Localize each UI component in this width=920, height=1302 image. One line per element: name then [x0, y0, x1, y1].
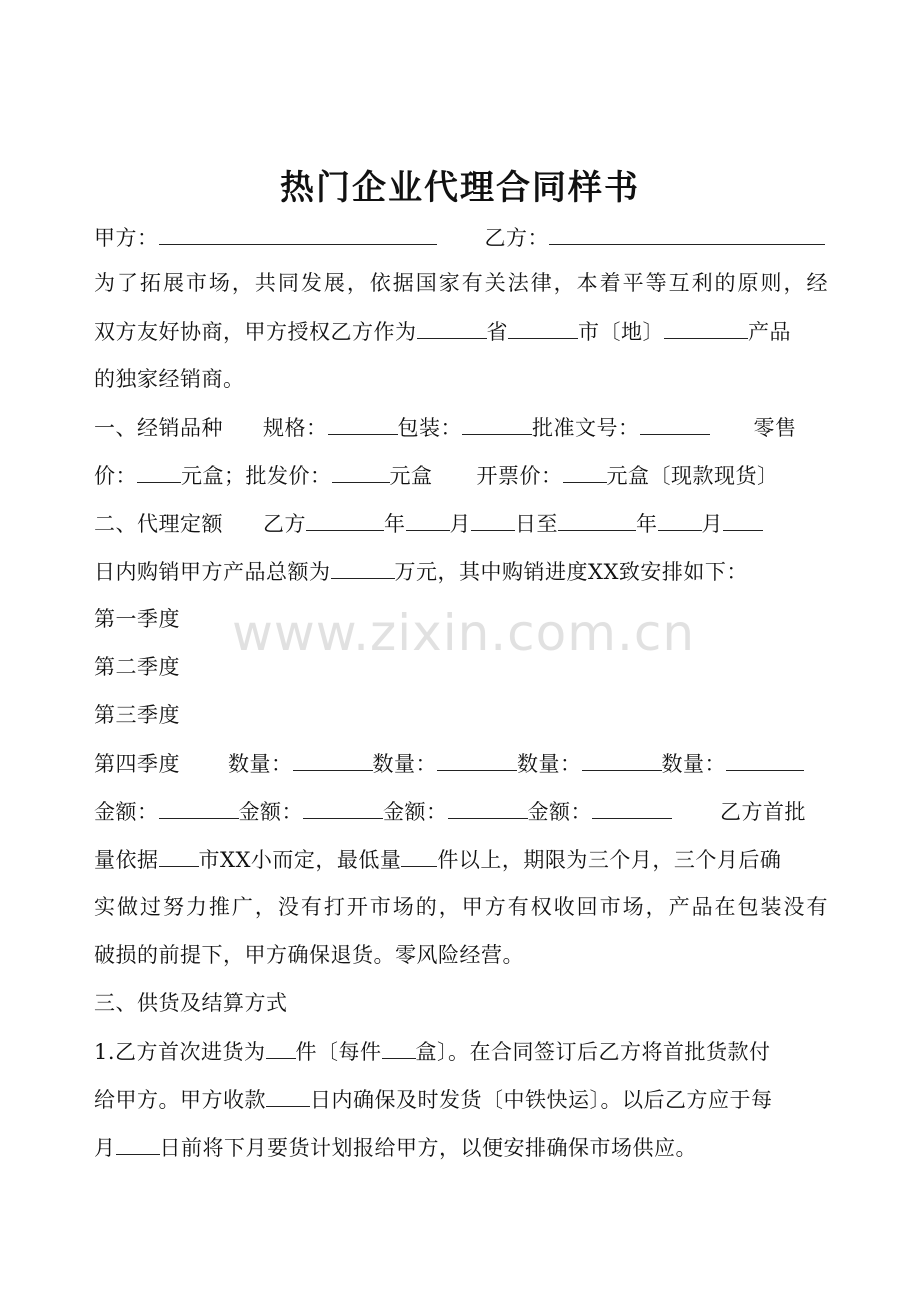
amount-blank — [303, 796, 383, 819]
section-heading-line: 一、经销品种 规格： 包装： 批准文号： 零售 — [94, 412, 828, 443]
party-b-label: 乙方： — [484, 226, 549, 250]
wholesale-price-blank — [332, 460, 390, 483]
party-line — [94, 222, 828, 253]
quarter-4-label: 第四季度 — [94, 752, 180, 776]
paragraph-line: 给甲方。甲方收款 日内确保及时发货〔中铁快运〕。以后乙方应于每 — [94, 1084, 828, 1115]
end-day-blank — [723, 508, 763, 531]
min-qty-blank — [401, 844, 437, 867]
start-year-blank — [306, 508, 384, 531]
party-a-label: 甲方： — [94, 226, 159, 250]
section-2-heading: 二、代理定额 — [94, 512, 223, 536]
amount-blank — [159, 796, 239, 819]
invoice-price-blank — [563, 460, 607, 483]
total-amount-blank — [331, 556, 395, 579]
paragraph-line: 的独家经销商。 — [94, 367, 245, 391]
spec-blank — [328, 412, 398, 435]
first-order-blank — [266, 1036, 296, 1059]
quantity-blank — [582, 748, 662, 771]
quarter-2-label: 第二季度 — [94, 655, 180, 679]
approval-no-blank — [640, 412, 710, 435]
quarter-3-label: 第三季度 — [94, 703, 180, 727]
quantity-blank — [437, 748, 517, 771]
quarter-1-label: 第一季度 — [94, 607, 180, 631]
price-line: 价： 元盒；批发价： 元盒 开票价： 元盒〔现款现货〕 — [94, 460, 828, 491]
party-b-blank — [549, 222, 825, 245]
plan-day-blank — [116, 1132, 160, 1155]
paragraph-line: 双方友好协商，甲方授权乙方作为 省 市〔地〕 产品 — [94, 316, 828, 347]
paragraph-line: 为了拓展市场，共同发展，依据国家有关法律，本着平等互利的原则，经 — [94, 271, 828, 295]
end-month-blank — [658, 508, 702, 531]
paragraph-line: 月 日前将下月要货计划报给甲方，以便安排确保市场供应。 — [94, 1132, 828, 1163]
market-blank — [159, 844, 199, 867]
retail-price-blank — [137, 460, 181, 483]
paragraph-line: 日内购销甲方产品总额为 万元，其中购销进度XX致安排如下： — [94, 556, 828, 587]
paragraph-line: 量依据 市XX小而定，最低量 件以上，期限为三个月，三个月后确 — [94, 844, 828, 875]
city-blank — [508, 316, 578, 339]
packaging-blank — [462, 412, 532, 435]
amount-blank — [592, 796, 672, 819]
amount-blank — [448, 796, 528, 819]
per-case-blank — [382, 1036, 416, 1059]
paragraph-line: 1.乙方首次进货为 件〔每件 盒〕。在合同签订后乙方将首批货款付 — [94, 1036, 828, 1067]
quantity-blank — [293, 748, 373, 771]
section-heading-line: 二、代理定额 乙方 年 月 日至 年 月 — [94, 508, 828, 539]
paragraph-line: 实做过努力推广，没有打开市场的，甲方有权收回市场，产品在包装没有 — [94, 895, 828, 919]
watermark: www.zixin.com.cn — [232, 604, 696, 662]
quantity-blank — [726, 748, 804, 771]
province-blank — [417, 316, 487, 339]
paragraph-line: 破损的前提下，甲方确保退货。零风险经营。 — [94, 943, 524, 967]
start-month-blank — [406, 508, 450, 531]
delivery-days-blank — [266, 1084, 310, 1107]
product-blank — [664, 316, 748, 339]
section-1-heading: 一、经销品种 — [94, 416, 223, 440]
document-title: 热门企业代理合同样书 — [280, 168, 640, 208]
end-year-blank — [558, 508, 636, 531]
amount-line: 金额： 金额： 金额： 金额： 乙方首批 — [94, 796, 828, 827]
party-a-blank — [159, 222, 437, 245]
start-day-blank — [471, 508, 515, 531]
quantity-line: 第四季度 数量： 数量： 数量： 数量： — [94, 748, 828, 779]
section-3-heading: 三、供货及结算方式 — [94, 991, 288, 1015]
